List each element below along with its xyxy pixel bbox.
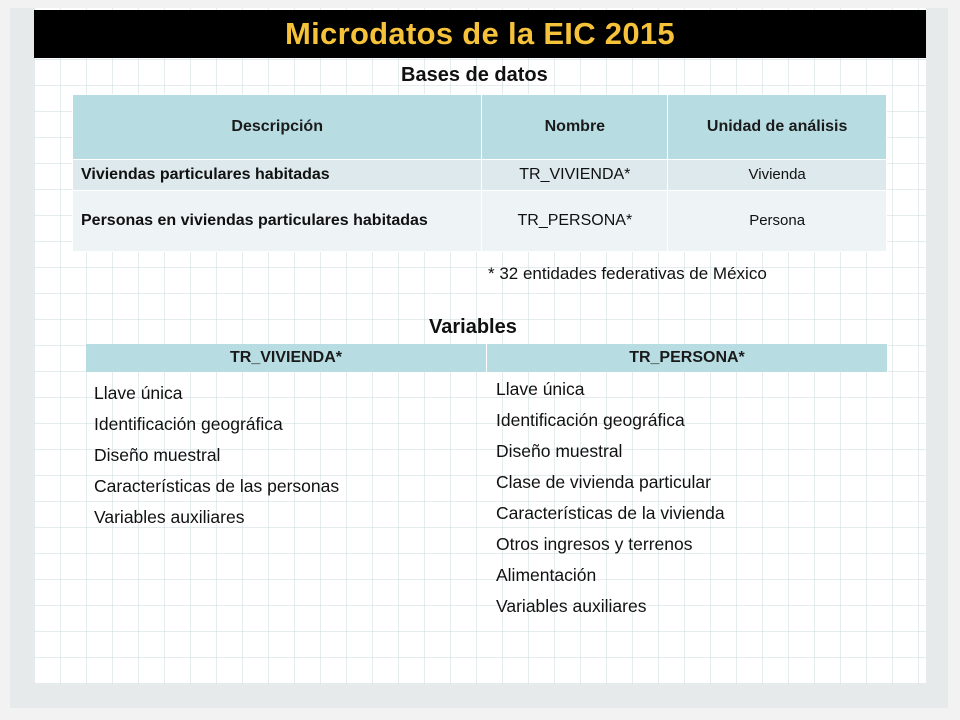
- bases-heading: Bases de datos: [401, 64, 548, 86]
- row-unidad: Persona: [668, 191, 887, 252]
- list-item: Diseño muestral: [94, 445, 221, 465]
- table-row: [73, 191, 887, 252]
- slide-title: Microdatos de la EIC 2015: [285, 16, 675, 51]
- list-item: Identificación geográfica: [94, 414, 283, 434]
- variables-header-persona: TR_PERSONA*: [487, 344, 888, 372]
- title-bar: [34, 10, 926, 58]
- list-item: Variables auxiliares: [496, 596, 647, 616]
- list-item: Características de la vivienda: [496, 503, 725, 523]
- list-item: Diseño muestral: [496, 441, 623, 461]
- list-item: Llave única: [94, 383, 183, 403]
- table-row: [73, 160, 887, 191]
- list-item: Identificación geográfica: [496, 410, 685, 430]
- header-unidad-analisis: Unidad de análisis: [668, 95, 887, 160]
- persona-variables-list: [496, 374, 725, 622]
- list-item: Clase de vivienda particular: [496, 472, 711, 492]
- row-unidad: Vivienda: [668, 160, 887, 191]
- list-item: Variables auxiliares: [94, 507, 245, 527]
- list-item: Otros ingresos y terrenos: [496, 534, 693, 554]
- list-item: Llave única: [496, 379, 585, 399]
- footnote: * 32 entidades federativas de México: [488, 264, 767, 283]
- row-descripcion: Personas en viviendas particulares habitadas: [73, 191, 482, 252]
- row-nombre: TR_PERSONA*: [482, 191, 668, 252]
- variables-header-row: [86, 344, 888, 372]
- variables-header-vivienda: TR_VIVIENDA*: [86, 344, 487, 372]
- bases-table-header-row: [73, 95, 887, 160]
- vivienda-variables-list: [94, 378, 339, 533]
- variables-heading: Variables: [429, 316, 517, 338]
- bases-table: [72, 94, 887, 252]
- header-nombre: Nombre: [482, 95, 668, 160]
- header-descripcion: Descripción: [73, 95, 482, 160]
- list-item: Características de las personas: [94, 476, 340, 496]
- list-item: Alimentación: [496, 565, 597, 585]
- row-nombre: TR_VIVIENDA*: [482, 160, 668, 191]
- row-descripcion: Viviendas particulares habitadas: [73, 160, 482, 191]
